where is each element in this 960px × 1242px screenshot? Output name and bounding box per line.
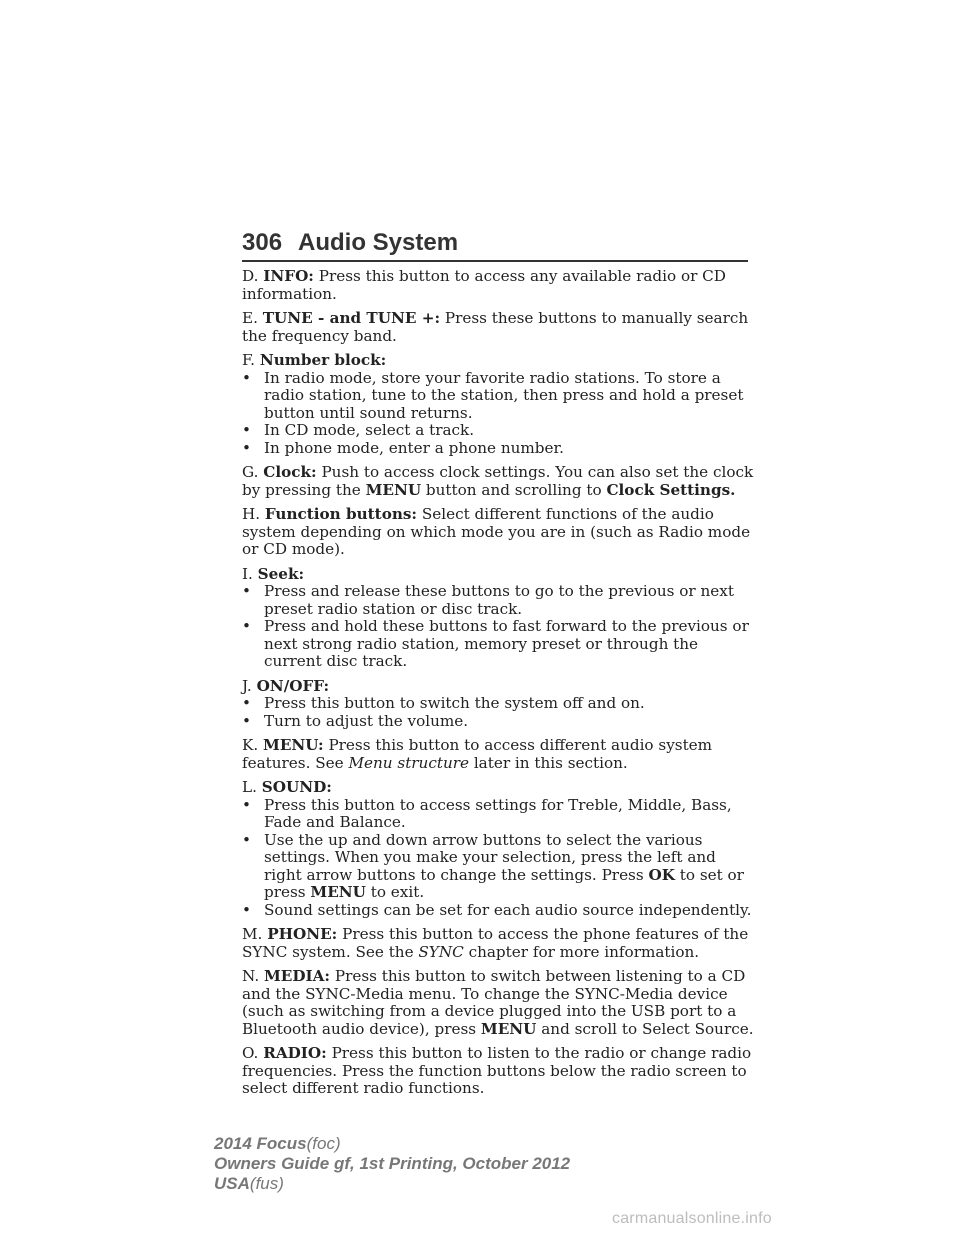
item-l — [242, 779, 754, 797]
item-letter: K. — [242, 736, 259, 754]
item-f-bullets — [242, 370, 754, 458]
item-term: Function buttons: — [264, 505, 418, 523]
item-letter: I. — [242, 564, 253, 583]
cross-reference: SYNC — [418, 942, 464, 961]
page-number: 306 — [242, 229, 283, 256]
item-text: Press this button to listen to the radio or change radio frequencies. Press the function buttons below the radio screen to select different radio functions. — [242, 1044, 752, 1097]
bullet-item — [242, 440, 754, 458]
item-text: chapter for more information. — [468, 942, 700, 961]
footer-market-code: (fus) — [249, 1174, 284, 1193]
bullet-item — [242, 902, 754, 920]
item-j-bullets — [242, 695, 754, 730]
bullet-text: In radio mode, store your favorite radio stations. To store a radio station, tune to the station, then press and hold a preset button until sound returns. — [264, 368, 744, 422]
item-letter: M. — [242, 925, 263, 943]
section-title: Audio System — [298, 229, 459, 256]
item-m — [242, 926, 754, 961]
bullet-item — [242, 422, 754, 440]
keyword-menu: MENU — [480, 1019, 537, 1038]
item-k — [242, 737, 754, 772]
item-term: MEDIA: — [263, 967, 331, 985]
item-term: TUNE - and TUNE +: — [262, 309, 441, 327]
item-n — [242, 968, 754, 1038]
item-letter: D. — [242, 267, 259, 285]
bullet-text: Use the up and down arrow buttons to select the various settings. When you make your selection, press the left and right arrow buttons to change the settings. Press — [264, 830, 716, 884]
bullet-dot: • — [242, 830, 251, 849]
item-term: Seek: — [257, 564, 305, 583]
item-o — [242, 1045, 754, 1098]
bullet-text: Press this button to access settings for Treble, Middle, Bass, Fade and Balance. — [264, 795, 732, 831]
item-letter: E. — [242, 309, 258, 327]
item-text: and scroll to Select Source. — [541, 1019, 754, 1038]
item-f — [242, 352, 754, 370]
item-term: Number block: — [259, 351, 387, 369]
footer-market: USA — [214, 1174, 250, 1193]
bullet-text: In phone mode, enter a phone number. — [264, 438, 564, 457]
item-letter: L. — [242, 778, 257, 796]
footer-line-1 — [214, 1134, 570, 1154]
bullet-dot: • — [242, 368, 251, 387]
keyword-menu: MENU — [365, 480, 422, 499]
item-text: later in this section. — [473, 753, 628, 772]
item-text: Select different functions of the audio system depending on which mode you are in (such as Radio mode or CD mode). — [242, 505, 751, 558]
bullet-text: Sound settings can be set for each audio source independently. — [264, 900, 752, 919]
bullet-item — [242, 583, 754, 618]
item-letter: H. — [242, 505, 261, 523]
page-body — [242, 268, 754, 1105]
bullet-text: Press and hold these buttons to fast forward to the previous or next strong radio station, memory preset or through the current disc track. — [264, 617, 749, 670]
item-term: INFO: — [263, 267, 314, 285]
item-text: Press this button to access the phone features of the SYNC system. See the — [242, 925, 749, 961]
item-d — [242, 268, 754, 303]
bullet-dot: • — [242, 694, 251, 712]
bullet-text: Turn to adjust the volume. — [264, 711, 469, 730]
item-term: Clock: — [263, 463, 317, 481]
item-letter: O. — [242, 1044, 259, 1062]
item-letter: G. — [242, 463, 259, 481]
item-j — [242, 678, 754, 696]
item-h — [242, 506, 754, 559]
item-i-bullets — [242, 583, 754, 671]
bullet-item — [242, 695, 754, 713]
item-term: SOUND: — [261, 778, 332, 796]
bullet-item — [242, 797, 754, 832]
item-term: MENU: — [263, 736, 324, 754]
footer-model-code: (foc) — [306, 1134, 341, 1153]
item-letter: F. — [242, 351, 255, 369]
footer-line-2: Owners Guide gf, 1st Printing, October 2012 — [214, 1154, 571, 1173]
item-text: button and scrolling to — [425, 480, 602, 499]
watermark: carmanualsonline.info — [612, 1210, 772, 1227]
keyword-menu: MENU — [310, 883, 366, 901]
bullet-item — [242, 713, 754, 731]
item-l-bullets — [242, 797, 754, 920]
bullet-dot: • — [242, 900, 251, 919]
bullet-item — [242, 618, 754, 671]
bullet-text: In CD mode, select a track. — [264, 421, 475, 439]
page-header — [242, 226, 748, 262]
item-text: Press this button to access different audio system features. See — [242, 736, 713, 772]
bullet-dot: • — [242, 421, 251, 439]
bullet-dot: • — [242, 438, 251, 457]
bullet-dot: • — [242, 795, 251, 814]
page-footer — [214, 1134, 570, 1194]
item-text: Press this button to switch between listening to a CD and the SYNC-Media menu. To change the SYNC-Media device (such as switching from a device plugged into the USB port to a Bluetooth audio device), press — [242, 967, 746, 1038]
item-letter: J. — [242, 676, 252, 695]
cross-reference: Menu structure — [348, 753, 469, 772]
item-term: RADIO: — [263, 1044, 327, 1062]
keyword-ok: OK — [648, 865, 675, 884]
bullet-item — [242, 832, 754, 902]
item-letter: N. — [242, 967, 260, 985]
item-g — [242, 464, 754, 499]
bullet-text: Press and release these buttons to go to the previous or next preset radio station or disc track. — [264, 582, 734, 618]
bullet-text: Press this button to switch the system off and on. — [264, 694, 645, 712]
bullet-dot: • — [242, 582, 251, 600]
item-e — [242, 310, 754, 345]
item-text: Press this button to access any available radio or CD information. — [242, 267, 726, 303]
bullet-dot: • — [242, 617, 251, 635]
footer-model: 2014 Focus — [214, 1134, 307, 1153]
footer-line-3 — [214, 1174, 570, 1194]
bullet-text: to exit. — [370, 883, 425, 901]
item-term: PHONE: — [267, 925, 338, 943]
item-text: Press these buttons to manually search the frequency band. — [242, 309, 749, 345]
keyword-clock-settings: Clock Settings. — [606, 480, 736, 499]
bullet-dot: • — [242, 711, 251, 730]
bullet-item — [242, 370, 754, 423]
item-term: ON/OFF: — [256, 676, 330, 695]
bullet-text: to set or press — [264, 865, 744, 901]
item-i — [242, 566, 754, 584]
item-text: Push to access clock settings. You can also set the clock by pressing the — [242, 463, 754, 499]
